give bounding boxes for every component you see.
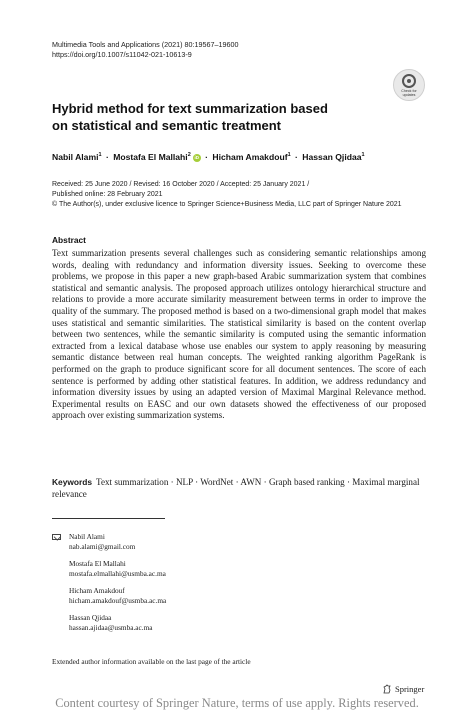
- abstract-heading: Abstract: [52, 235, 86, 245]
- check-for-updates-icon: [402, 74, 416, 88]
- affiliation-mark: 2: [187, 152, 191, 158]
- contact-entry: [69, 532, 352, 552]
- author-contacts: [52, 532, 352, 640]
- contact-email[interactable]: mostafa.elmallahi@usmba.ac.ma: [69, 569, 166, 578]
- contact-entry: [69, 586, 352, 606]
- author-name[interactable]: Nabil Alami: [52, 151, 99, 162]
- keywords-label: Keywords: [52, 477, 93, 487]
- mail-icon: [52, 534, 61, 540]
- copyright-line: © The Author(s), under exclusive licence to Springer Science+Business Media, LLC part of Springer Nature 2021: [52, 201, 402, 208]
- footnote-divider: [52, 518, 165, 519]
- author-list: Nabil Alami$^1$ · Mostafa El Mallahi$^2$ iD · Hicham Amakdouf$^1$ · Hassan Qjidaa$^1$: [52, 151, 365, 162]
- check-for-updates-badge[interactable]: [393, 69, 425, 101]
- affiliation-mark: 1: [361, 152, 365, 158]
- journal-citation: Multimedia Tools and Applications (2021) 80:19567–19600: [52, 40, 239, 49]
- publisher-name: Springer: [395, 684, 425, 694]
- springer-horse-icon: [382, 684, 392, 694]
- title-line2: on statistical and semantic treatment: [52, 118, 282, 133]
- publication-dates: [52, 180, 442, 210]
- keywords-section: [52, 476, 426, 500]
- publisher-logo: [382, 684, 424, 694]
- badge-line1: Check for: [401, 88, 417, 93]
- dates-line1: Received: 25 June 2020 / Revised: 16 October 2020 / Accepted: 25 January 2021 /: [52, 181, 310, 188]
- author-name[interactable]: Hicham Amakdouf: [212, 151, 288, 162]
- article-title: [52, 100, 392, 134]
- journal-header: [52, 40, 352, 60]
- contact-name: Hassan Qjidaa: [69, 613, 112, 622]
- contact-name: Mostafa El Mallahi: [69, 559, 126, 568]
- contact-entry: [69, 559, 352, 579]
- extended-author-info: Extended author information available on the last page of the article: [52, 657, 251, 666]
- courtesy-notice: Content courtesy of Springer Nature, terms of use apply. Rights reserved.: [55, 696, 419, 710]
- contact-email[interactable]: nab.alami@gmail.com: [69, 542, 136, 551]
- doi-link[interactable]: https://doi.org/10.1007/s11042-021-10613-9: [52, 50, 192, 59]
- keywords-text: Text summarization · NLP · WordNet · AWN · Graph based ranking · Maximal marginal relevance: [52, 477, 420, 499]
- abstract-text: Text summarization presents several challenges such as considering semantic relationships among words, dealing with redundancy and information diversity issues. Seeking to overcome these problems, we propose in this paper a new graph-based Arabic summarization system that combines statistical and semantic analysis. The proposed approach utilizes ontology hierarchical structure and relations to provide a more accurate similarity measurement between terms in order to improve the quality of the summary. The proposed method is based on a two-dimensional graph model that makes uses statistical and semantic similarities. The statistical similarity is based on the content overlap between two sentences, while the semantic similarity is computed using the semantic information extracted from a lexical database whose use enables our system to apply reasoning by measuring semantic distance between real human concepts. The weighted ranking algorithm PageRank is performed on the graph to produce significant score for all document sentences. The score of each sentence is performed by adding other statistical features. In addition, we address redundancy and information diversity issues by using an adapted version of Maximal Marginal Relevance method. Experimental results on EASC and our own datasets showed the effectiveness of our proposed approach over existing summarization systems.: [52, 248, 426, 421]
- author-name[interactable]: Hassan Qjidaa: [302, 151, 362, 162]
- orcid-icon[interactable]: iD: [194, 154, 200, 160]
- affiliation-mark: 1: [98, 152, 102, 158]
- contact-entry: [69, 613, 352, 633]
- contact-email[interactable]: hicham.amakdouf@usmba.ac.ma: [69, 596, 167, 605]
- affiliation-mark: 1: [287, 152, 291, 158]
- contact-email[interactable]: hassan.ajidaa@usmba.ac.ma: [69, 623, 153, 632]
- title-line1: Hybrid method for text summarization based: [52, 101, 328, 116]
- dates-line2: Published online: 28 February 2021: [52, 191, 163, 198]
- contact-name: Nabil Alami: [69, 532, 105, 541]
- badge-line2: updates: [402, 92, 416, 97]
- contact-name: Hicham Amakdouf: [69, 586, 125, 595]
- abstract-section: [52, 235, 426, 422]
- author-name[interactable]: Mostafa El Mallahi: [113, 151, 188, 162]
